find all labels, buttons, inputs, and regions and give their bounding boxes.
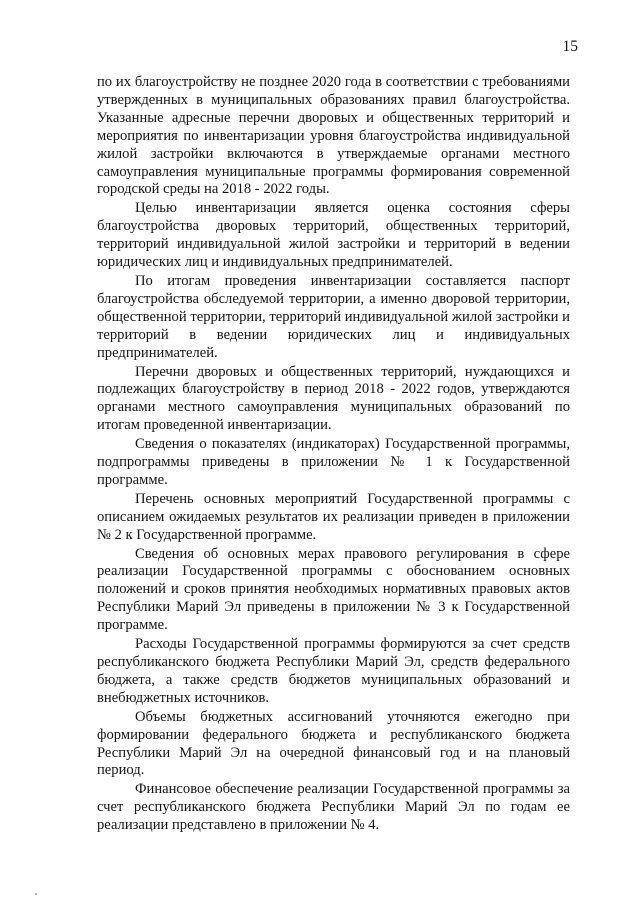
scan-speck xyxy=(35,893,37,895)
paragraph-financial-support: Финансовое обеспечение реализации Государственной программы за счет республиканского бюджета Республики Марий Эл по годам ее реализации представлено в приложении № 4. xyxy=(97,781,570,834)
paragraph-passport: По итогам проведения инвентаризации составляется паспорт благоустройства обследуемой территории, а именно дворовой территории, общественной территории, территорий индивидуальной жилой застройки и территорий в ведении юридических лиц и индивидуальных предпринимателей. xyxy=(97,272,570,361)
paragraph-continuation: по их благоустройству не позднее 2020 года в соответствии с требованиями утвержденных в муниципальных образованиях правил благоустройства. Указанные адресные перечни дворовых и общественных территорий и мероприятия по инвентаризации уровня благоустройства индивидуальной жилой застройки включаются в утверждаемые органами местного самоуправления муниципальные программы формирования современной городской среды на 2018 - 2022 годы. xyxy=(97,74,570,198)
paragraph-indicators: Сведения о показателях (индикаторах) Государственной программы, подпрограммы приведены в приложении № 1 к Государственной программе. xyxy=(97,436,570,488)
document-body xyxy=(97,74,570,836)
paragraph-territory-lists: Перечни дворовых и общественных территорий, нуждающихся и подлежащих благоустройству в период 2018 - 2022 годов, утверждаются органами местного самоуправления муниципальных образований по итогам проведенной инвентаризации. xyxy=(97,363,570,434)
paragraph-budget-allocations: Объемы бюджетных ассигнований уточняются ежегодно при формировании федерального бюджета и республиканского бюджета Республики Марий Эл на очередной финансовый год и на плановый период. xyxy=(97,708,570,779)
page-number: 15 xyxy=(562,38,578,55)
paragraph-main-activities: Перечень основных мероприятий Государственной программы с описанием ожидаемых результатов их реализации приведен в приложении № 2 к Государственной программе. xyxy=(97,490,570,543)
paragraph-expenses: Расходы Государственной программы формируются за счет средств республиканского бюджета Республики Марий Эл, средств федерального бюджета, а также средств бюджетов муниципальных образований и внебюджетных источников. xyxy=(97,636,570,706)
paragraph-legal-regulation: Сведения об основных мерах правового регулирования в сфере реализации Государственной программы с обоснованием основных положений и сроков принятия необходимых нормативных правовых актов Республики Марий Эл приведены в приложении № 3 к Государственной программе. xyxy=(97,545,570,634)
paragraph-inventory-goal: Целью инвентаризации является оценка состояния сферы благоустройства дворовых территорий, общественных территорий, территорий индивидуальной жилой застройки и территорий в ведении юридических лиц и индивидуальных предпринимателей. xyxy=(97,200,570,271)
